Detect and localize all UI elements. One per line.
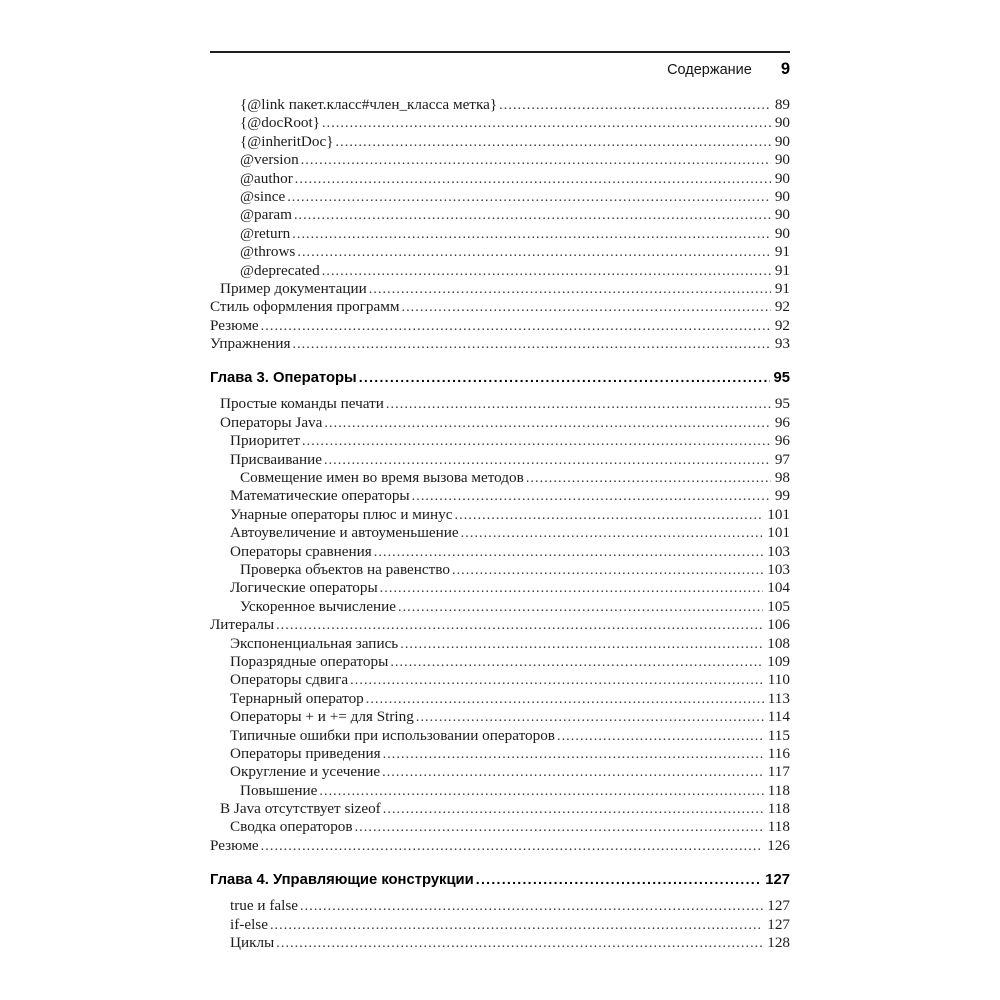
toc-chapter-row xyxy=(210,369,790,388)
toc-entry-page-number: 118 xyxy=(767,800,790,818)
dot-leader xyxy=(322,114,771,132)
toc-entry-row xyxy=(210,335,790,353)
toc-entry-title: @deprecated xyxy=(240,261,320,279)
toc-entry-title: Типичные ошибки при использовании операторов xyxy=(230,726,555,744)
toc-entry-title: Логические операторы xyxy=(230,579,378,597)
toc-entry-row xyxy=(210,506,790,524)
toc-entry-title: Глава 4. Управляющие конструкции xyxy=(210,872,474,889)
toc-entry-title: Глава 3. Операторы xyxy=(210,370,357,387)
dot-leader xyxy=(292,225,771,243)
dot-leader xyxy=(359,369,770,386)
toc-entry-page-number: 95 xyxy=(774,395,790,413)
toc-entry-page-number: 118 xyxy=(767,818,790,836)
toc-entry-title: Циклы xyxy=(230,934,275,952)
toc-entry-title: Экспоненциальная запись xyxy=(230,634,399,652)
dot-leader xyxy=(301,151,771,169)
toc-entry-page-number: 110 xyxy=(767,671,790,689)
toc-entry-row xyxy=(210,317,790,335)
toc-entry-title: Резюме xyxy=(210,316,259,334)
toc-entry-row xyxy=(210,188,790,206)
dot-leader xyxy=(382,763,764,781)
toc-entry-title: Операторы приведения xyxy=(230,744,381,762)
toc-entry-page-number: 127 xyxy=(765,872,790,889)
toc-entry-row xyxy=(210,432,790,450)
dot-leader xyxy=(261,317,771,335)
toc-entry-title: Присваивание xyxy=(230,450,322,468)
toc-entry-row xyxy=(210,451,790,469)
toc-entry-row xyxy=(210,708,790,726)
toc-entry-row xyxy=(210,598,790,616)
toc-entry-row xyxy=(210,243,790,261)
dot-leader xyxy=(324,451,771,469)
dot-leader xyxy=(476,871,762,888)
dot-leader xyxy=(336,133,771,151)
toc-entry-row xyxy=(210,524,790,542)
dot-leader xyxy=(400,635,763,653)
toc-entry-title: Стиль оформления программ xyxy=(210,298,400,316)
toc-entry-title: Округление и усечение xyxy=(230,763,381,781)
toc-entry-row xyxy=(210,395,790,413)
toc-entry-page-number: 127 xyxy=(767,915,790,933)
toc-entry-title: Автоувеличение и автоуменьшение xyxy=(230,524,459,542)
toc-entry-title: Сводка операторов xyxy=(230,818,353,836)
dot-leader xyxy=(398,598,763,616)
toc-entry-page-number: 127 xyxy=(767,897,790,915)
toc-entry-title: Приоритет xyxy=(230,432,301,450)
toc-entry-title: Повышение xyxy=(240,781,318,799)
toc-entry-page-number: 115 xyxy=(767,726,790,744)
running-header-title: Содержание xyxy=(667,62,752,78)
dot-leader xyxy=(452,561,763,579)
dot-leader xyxy=(302,432,771,450)
toc-entry-title: {@inheritDoc} xyxy=(240,132,334,150)
dot-leader xyxy=(300,897,763,915)
dot-leader xyxy=(383,800,764,818)
toc-entry-title: Операторы сдвига xyxy=(230,671,349,689)
toc-entry-row xyxy=(210,206,790,224)
page-number: 9 xyxy=(780,60,790,78)
dot-leader xyxy=(292,335,770,353)
toc-entry-page-number: 114 xyxy=(767,708,790,726)
toc-entry-page-number: 90 xyxy=(774,151,790,169)
dot-leader xyxy=(287,188,771,206)
dot-leader xyxy=(297,243,770,261)
dot-leader xyxy=(322,262,771,280)
dot-leader xyxy=(276,616,763,634)
toc-entry-row xyxy=(210,635,790,653)
toc-entry-title: Операторы Java xyxy=(220,413,323,431)
toc-entry-title: true и false xyxy=(230,897,299,915)
toc-chapter-row xyxy=(210,871,790,890)
toc-entry-row xyxy=(210,262,790,280)
toc-entry-row xyxy=(210,763,790,781)
dot-leader xyxy=(270,916,763,934)
toc-entry-title: В Java отсутствует sizeof xyxy=(220,800,381,818)
toc-entry-page-number: 116 xyxy=(767,744,790,762)
dot-leader xyxy=(276,934,763,952)
toc-entry-page-number: 128 xyxy=(767,934,790,952)
dot-leader xyxy=(416,708,764,726)
toc-entry-row xyxy=(210,96,790,114)
toc-entry-title: Резюме xyxy=(210,836,259,854)
toc-entry-row xyxy=(210,133,790,151)
toc-entry-row xyxy=(210,837,790,855)
page-content xyxy=(210,51,790,952)
toc-entry-row xyxy=(210,818,790,836)
toc-entry-page-number: 113 xyxy=(767,689,790,707)
toc-entry-title: Пример документации xyxy=(220,279,367,297)
toc-entry-title: @author xyxy=(240,169,293,187)
toc-entry-page-number: 92 xyxy=(774,298,790,316)
toc-entry-row xyxy=(210,671,790,689)
dot-leader xyxy=(355,818,764,836)
toc-entry-page-number: 101 xyxy=(767,505,790,523)
toc-entry-title: Ускоренное вычисление xyxy=(240,597,396,615)
toc-entry-page-number: 90 xyxy=(774,114,790,132)
toc-entry-page-number: 117 xyxy=(767,763,790,781)
dot-leader xyxy=(455,506,764,524)
toc-entry-page-number: 96 xyxy=(774,432,790,450)
toc-entry-title: Простые команды печати xyxy=(220,395,384,413)
toc-entry-row xyxy=(210,298,790,316)
toc-entry-page-number: 101 xyxy=(767,524,790,542)
toc-entry-title: Операторы сравнения xyxy=(230,542,372,560)
toc-entry-page-number: 91 xyxy=(774,261,790,279)
toc-entry-row xyxy=(210,543,790,561)
toc-entry-row xyxy=(210,579,790,597)
dot-leader xyxy=(366,690,764,708)
toc-entry-row xyxy=(210,151,790,169)
dot-leader xyxy=(369,280,771,298)
dot-leader xyxy=(526,469,771,487)
dot-leader xyxy=(295,170,771,188)
toc-entry-page-number: 90 xyxy=(774,206,790,224)
dot-leader xyxy=(386,395,771,413)
dot-leader xyxy=(350,671,764,689)
toc-entry-row xyxy=(210,745,790,763)
toc-entry-row xyxy=(210,690,790,708)
toc-entry-title: @version xyxy=(240,151,299,169)
toc-entry-title: @param xyxy=(240,206,292,224)
toc-entry-page-number: 105 xyxy=(767,597,790,615)
toc-entry-row xyxy=(210,114,790,132)
toc-entry-page-number: 108 xyxy=(767,634,790,652)
toc-entry-title: if-else xyxy=(230,915,268,933)
toc-entry-page-number: 92 xyxy=(774,316,790,334)
toc-entry-row xyxy=(210,487,790,505)
dot-leader xyxy=(374,543,763,561)
toc-entry-row xyxy=(210,653,790,671)
toc-entry-title: Совмещение имен во время вызова методов xyxy=(240,469,524,487)
toc-entry-page-number: 104 xyxy=(767,579,790,597)
toc-entry-page-number: 96 xyxy=(774,413,790,431)
toc-entry-page-number: 91 xyxy=(774,279,790,297)
dot-leader xyxy=(324,414,770,432)
toc-entry-title: @return xyxy=(240,224,291,242)
toc-entry-page-number: 91 xyxy=(774,243,790,261)
toc-entry-page-number: 95 xyxy=(773,370,790,387)
toc-entry-page-number: 90 xyxy=(774,132,790,150)
toc-entry-row xyxy=(210,616,790,634)
dot-leader xyxy=(461,524,764,542)
running-header xyxy=(210,60,790,79)
toc-entry-page-number: 126 xyxy=(767,836,790,854)
toc-entry-row xyxy=(210,469,790,487)
dot-leader xyxy=(401,298,770,316)
toc-entry-title: Поразрядные операторы xyxy=(230,652,389,670)
toc-entry-page-number: 90 xyxy=(774,187,790,205)
toc-entry-page-number: 118 xyxy=(767,781,790,799)
toc-entry-title: @throws xyxy=(240,243,296,261)
toc-entry-row xyxy=(210,280,790,298)
toc-entry-title: {@docRoot} xyxy=(240,114,321,132)
toc-entry-row xyxy=(210,170,790,188)
toc-entry-row xyxy=(210,225,790,243)
toc-entry-page-number: 97 xyxy=(774,450,790,468)
toc-entry-page-number: 106 xyxy=(767,616,790,634)
toc-entry-page-number: 99 xyxy=(774,487,790,505)
toc-entry-page-number: 103 xyxy=(767,560,790,578)
toc-entry-page-number: 89 xyxy=(774,96,790,113)
toc-entry-page-number: 103 xyxy=(767,542,790,560)
dot-leader xyxy=(390,653,763,671)
toc-entry-title: @since xyxy=(240,187,286,205)
toc-entry-title: Тернарный оператор xyxy=(230,689,364,707)
toc-entry-row xyxy=(210,727,790,745)
dot-leader xyxy=(412,487,771,505)
toc-entry-page-number: 109 xyxy=(767,652,790,670)
toc-entry-title: Упражнения xyxy=(210,335,291,353)
toc-list xyxy=(210,96,790,952)
toc-entry-title: {@link пакет.класс#член_класса метка} xyxy=(240,96,498,113)
toc-entry-row xyxy=(210,414,790,432)
toc-entry-row xyxy=(210,782,790,800)
toc-entry-row xyxy=(210,561,790,579)
header-rule xyxy=(210,51,790,53)
dot-leader xyxy=(380,579,764,597)
toc-entry-row xyxy=(210,916,790,934)
toc-entry-title: Операторы + и += для String xyxy=(230,708,414,726)
toc-entry-row xyxy=(210,934,790,952)
dot-leader xyxy=(499,96,771,114)
toc-entry-page-number: 90 xyxy=(774,224,790,242)
toc-entry-row xyxy=(210,897,790,915)
toc-entry-title: Математические операторы xyxy=(230,487,410,505)
toc-entry-title: Литералы xyxy=(210,616,275,634)
toc-entry-page-number: 90 xyxy=(774,169,790,187)
dot-leader xyxy=(261,837,764,855)
toc-entry-page-number: 93 xyxy=(774,335,790,353)
dot-leader xyxy=(557,727,764,745)
toc-entry-page-number: 98 xyxy=(774,469,790,487)
toc-entry-title: Проверка объектов на равенство xyxy=(240,560,450,578)
toc-entry-row xyxy=(210,800,790,818)
toc-entry-title: Унарные операторы плюс и минус xyxy=(230,505,453,523)
dot-leader xyxy=(294,206,771,224)
dot-leader xyxy=(319,782,763,800)
dot-leader xyxy=(383,745,764,763)
